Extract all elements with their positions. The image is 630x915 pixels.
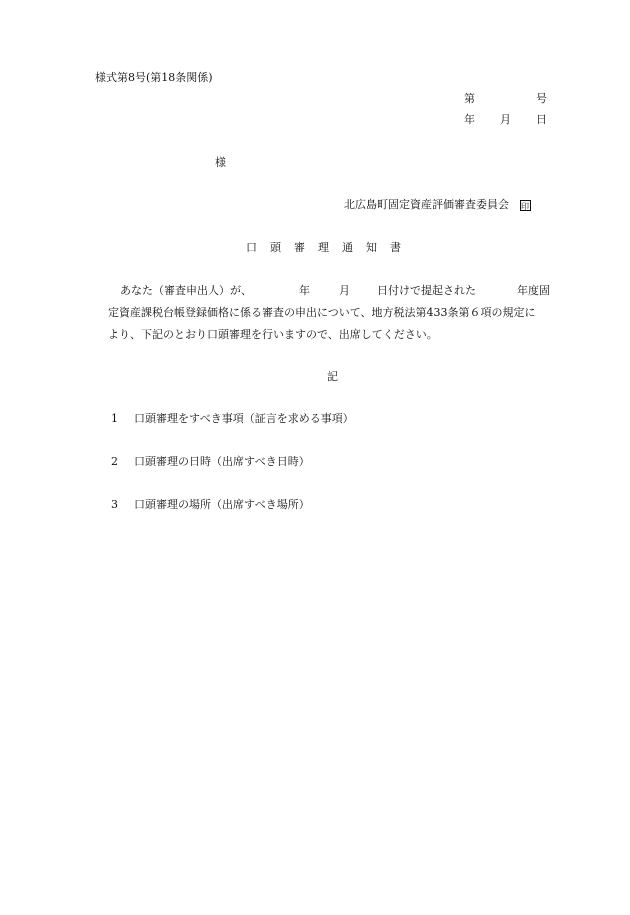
title-char-2: 頭 — [270, 241, 281, 254]
number-suffix: 号 — [536, 92, 547, 105]
issuer-line — [344, 199, 531, 211]
document-title — [246, 242, 401, 253]
title-char-6: 知 — [366, 241, 377, 254]
body-line-3: より、下記のとおり口頭審理を行いますので、出席してください。 — [108, 328, 438, 341]
item-3-number: 3 — [111, 498, 118, 511]
seal-mark: 印 — [521, 201, 529, 211]
title-char-3: 審 — [294, 241, 305, 254]
addressee-suffix: 様 — [215, 156, 226, 169]
number-prefix: 第 — [464, 92, 475, 105]
item-2 — [111, 456, 310, 467]
body-line-2: 定資産課税台帳登録価格に係る審査の申出について、地方税法第433条第６項の規定に — [108, 306, 536, 319]
body-line-1 — [120, 285, 550, 296]
title-char-5: 通 — [342, 241, 353, 254]
date-month: 月 — [500, 113, 511, 126]
item-3-text: 口頭審理の場所（出席すべき場所） — [134, 498, 310, 511]
body-line-1-part1: あなた（審査申出人）が、 — [120, 284, 252, 297]
issuer-name: 北広島町固定資産評価審査委員会 — [344, 198, 509, 211]
item-2-text: 口頭審理の日時（出席すべき日時） — [134, 455, 310, 468]
item-1-text: 口頭審理をすべき事項（証言を求める事項） — [134, 412, 354, 425]
form-label: 様式第8号(第18条関係) — [95, 71, 213, 84]
item-2-number: 2 — [111, 455, 118, 468]
title-char-7: 書 — [390, 241, 401, 254]
title-char-4: 理 — [318, 241, 329, 254]
title-char-1: 口 — [246, 241, 257, 254]
body-line-1-part2: 日付けで提起された — [377, 284, 476, 297]
body-line-1-part3: 年度固 — [517, 284, 550, 297]
ki-label: 記 — [327, 370, 338, 383]
body-line-1-month: 月 — [339, 284, 350, 297]
item-1 — [111, 413, 354, 424]
date-day: 日 — [536, 113, 547, 126]
body-line-1-year: 年 — [299, 284, 310, 297]
date-year: 年 — [464, 113, 475, 126]
item-1-number: 1 — [111, 412, 118, 425]
item-3 — [111, 499, 310, 510]
